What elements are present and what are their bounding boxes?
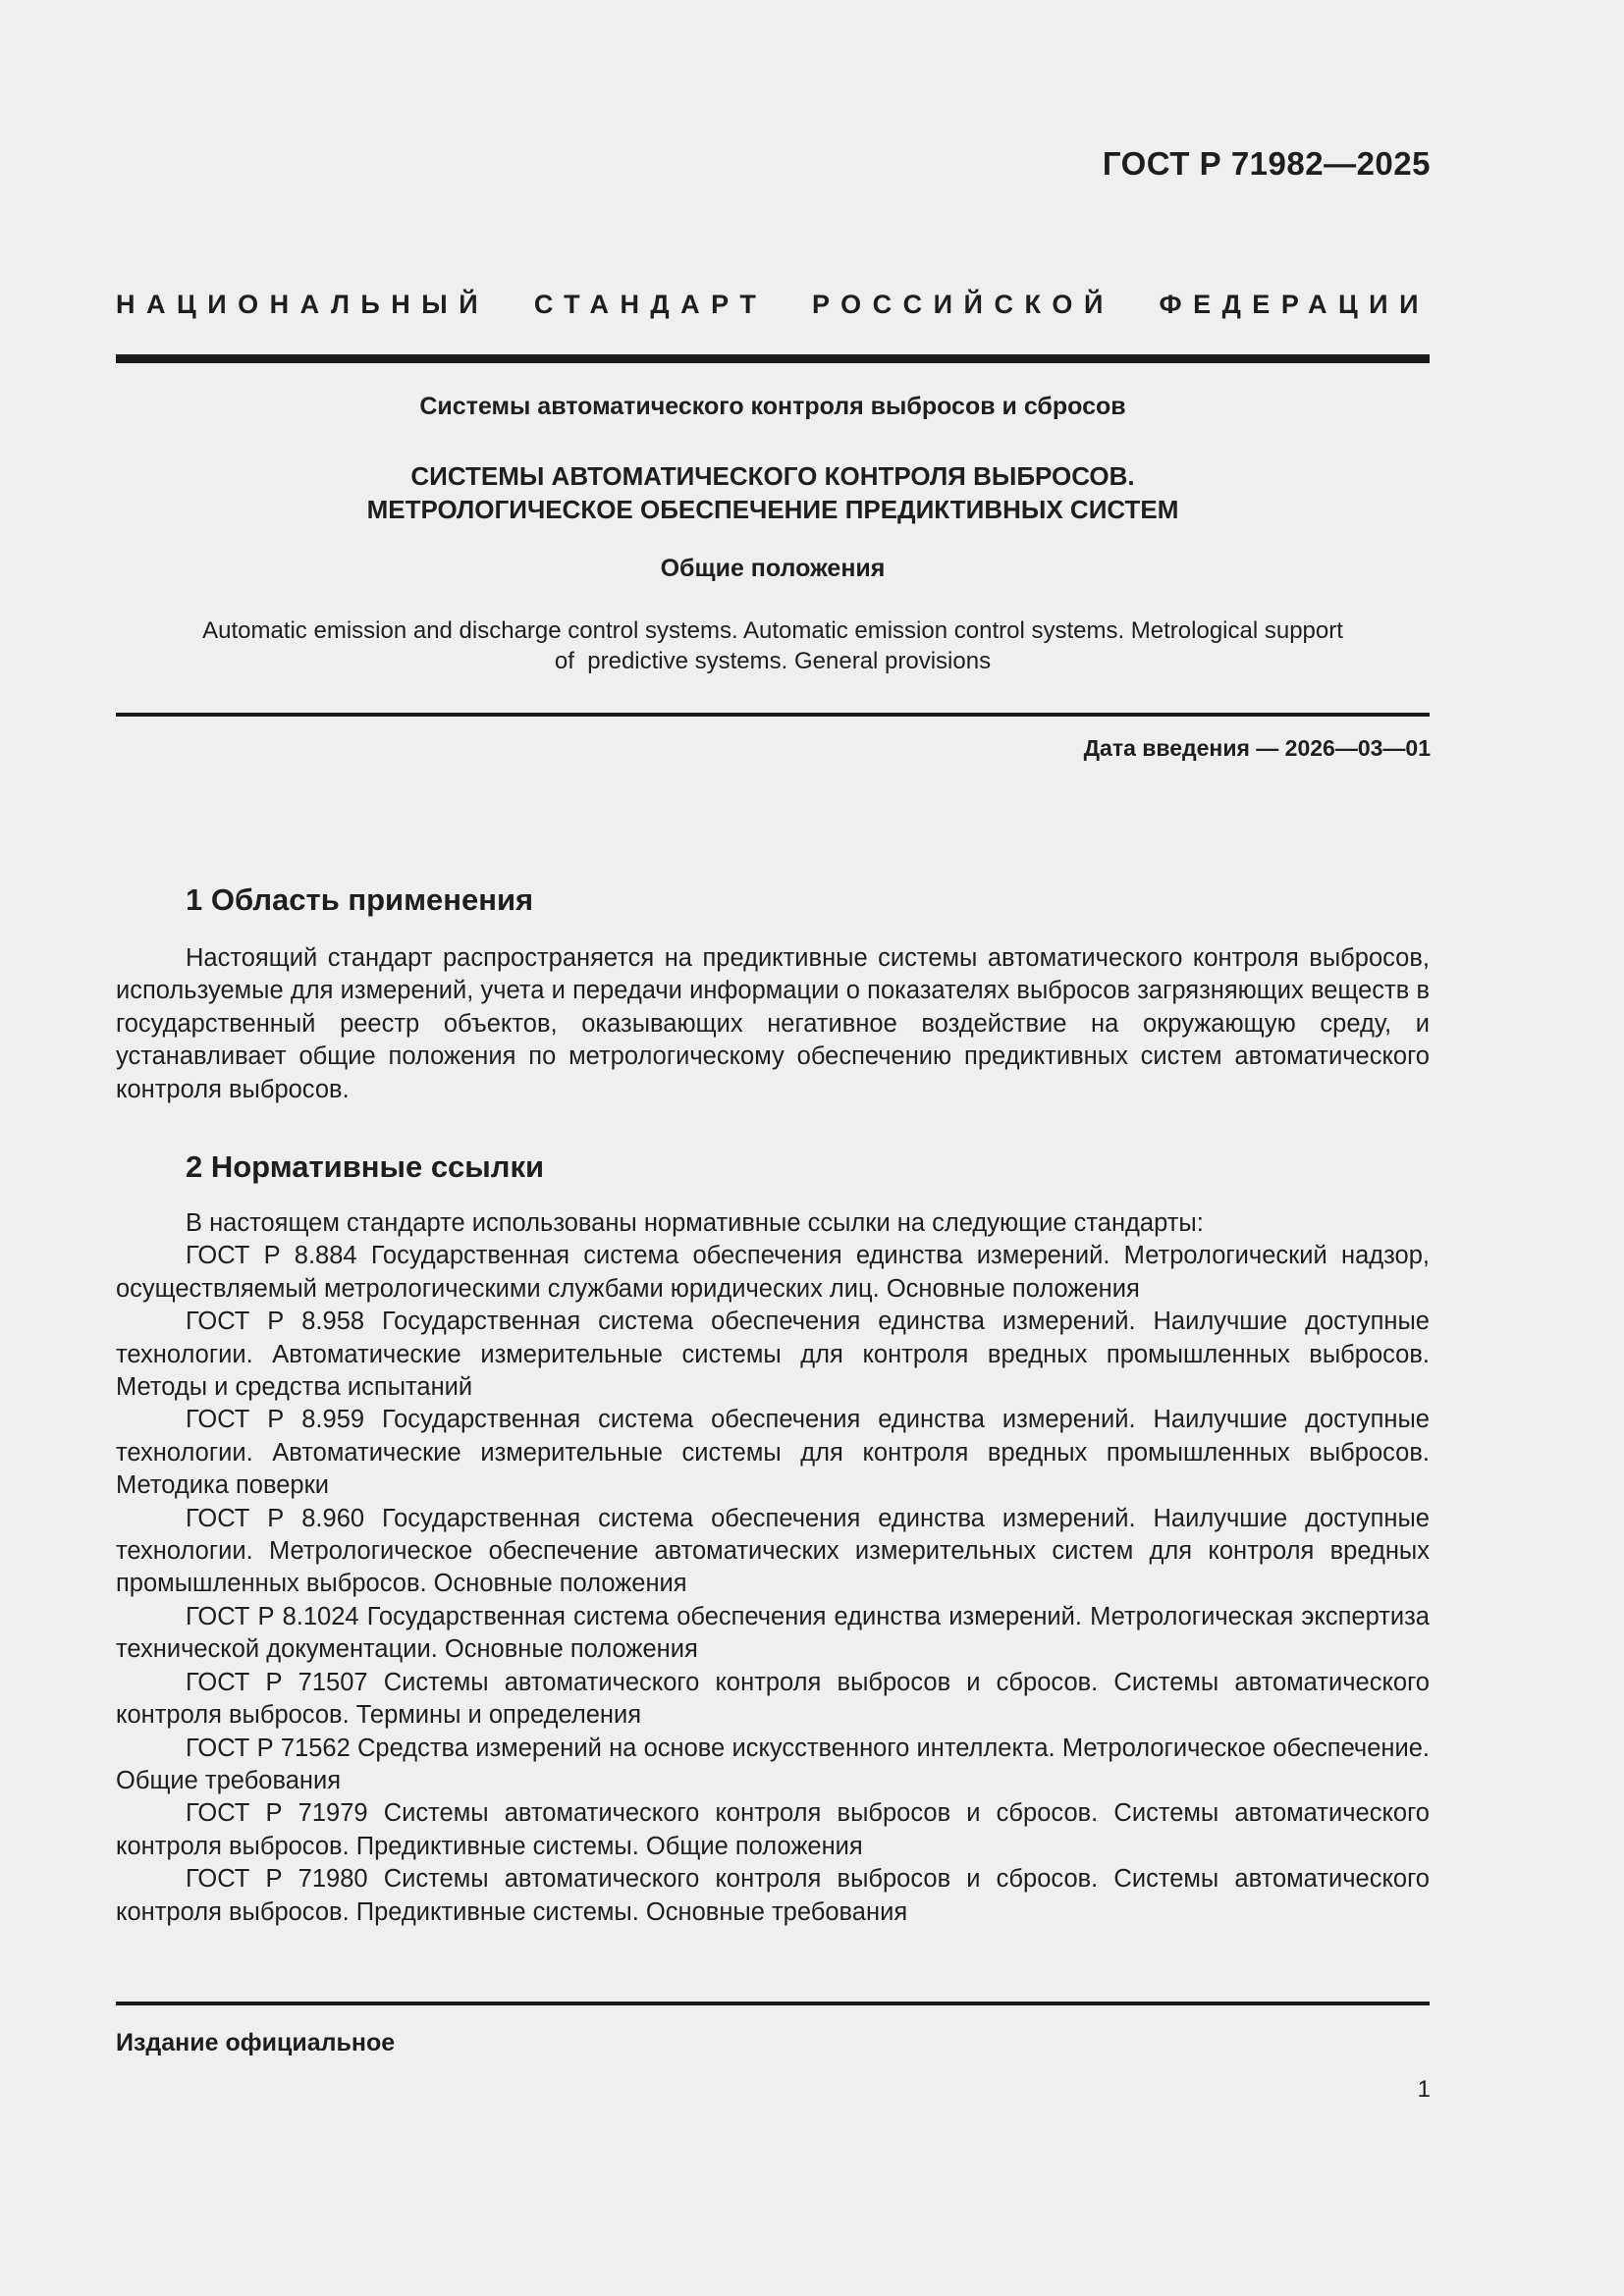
reference-item: ГОСТ Р 8.958 Государственная система обеспечения единства измерений. Наилучшие доступные технологии. Автоматические измерительные системы для контроля вредных промышленных выбросов. Методы и средства испытаний xyxy=(116,1308,1430,1402)
document-number: ГОСТ Р 71982—2025 xyxy=(1102,145,1431,182)
header-divider xyxy=(116,354,1430,363)
reference-item: ГОСТ Р 8.960 Государственная система обеспечения единства измерений. Наилучшие доступные технологии. Метрологическое обеспечение автоматических измерительных систем для контроля вредных промышленных выбросов. Основные положения xyxy=(116,1504,1430,1598)
main-title-line-1: СИСТЕМЫ АВТОМАТИЧЕСКОГО КОНТРОЛЯ ВЫБРОСОВ. xyxy=(410,461,1135,491)
section-1-heading: 1 Область применения xyxy=(186,882,534,917)
main-title xyxy=(116,459,1430,526)
title-divider xyxy=(116,713,1430,717)
reference-item: ГОСТ Р 71980 Системы автоматического контроля выбросов и сбросов. Системы автоматического контроля выбросов. Предиктивные системы. Основные требования xyxy=(116,1865,1430,1926)
english-title-line-1: Automatic emission and discharge control systems. Automatic emission control systems. Metrological support xyxy=(202,617,1343,644)
official-edition-label: Издание официальное xyxy=(116,2029,396,2056)
national-standard-title: НАЦИОНАЛЬНЫЙ СТАНДАРТ РОССИЙСКОЙ ФЕДЕРАЦИИ xyxy=(116,290,1430,319)
reference-item: ГОСТ Р 71507 Системы автоматического контроля выбросов и сбросов. Системы автоматического контроля выбросов. Термины и определения xyxy=(116,1668,1430,1730)
footer-divider xyxy=(116,2002,1430,2005)
section-1-paragraph: Настоящий стандарт распространяется на предиктивные системы автоматического контроля выбросов, используемые для измерений, учета и передачи информации о показателях выбросов загрязняющих веществ в государственный реестр объектов, оказывающих негативное воздействие на окружающую среду, и устанавливает общие положения по метрологическому обеспечению предиктивных систем автоматического контроля выбросов. xyxy=(116,944,1430,1103)
english-title xyxy=(116,615,1430,676)
introduction-date: Дата введения — 2026—03—01 xyxy=(1083,735,1431,761)
reference-item: ГОСТ Р 8.884 Государственная система обеспечения единства измерений. Метрологический надзор, осуществляемый метрологическими службами юридических лиц. Основные положения xyxy=(116,1242,1430,1303)
reference-item: ГОСТ Р 8.959 Государственная система обеспечения единства измерений. Наилучшие доступные технологии. Автоматические измерительные системы для контроля вредных промышленных выбросов. Методика поверки xyxy=(116,1406,1430,1500)
system-title: Системы автоматического контроля выбросов и сбросов xyxy=(419,393,1126,420)
section-2-intro: В настоящем стандарте использованы нормативные ссылки на следующие стандарты: xyxy=(186,1209,1204,1237)
english-title-line-2: of predictive systems. General provisions xyxy=(554,648,992,674)
reference-item: ГОСТ Р 71562 Средства измерений на основе искусственного интеллекта. Метрологическое обеспечение. Общие требования xyxy=(116,1734,1430,1794)
reference-item: ГОСТ Р 8.1024 Государственная система обеспечения единства измерений. Метрологическая экспертиза технической документации. Основные положения xyxy=(116,1602,1430,1664)
reference-item: ГОСТ Р 71979 Системы автоматического контроля выбросов и сбросов. Системы автоматического контроля выбросов. Предиктивные системы. Общие положения xyxy=(116,1799,1430,1860)
subtitle: Общие положения xyxy=(660,555,886,582)
section-1-body xyxy=(116,942,1430,1106)
section-2-heading: 2 Нормативные ссылки xyxy=(186,1149,545,1184)
main-title-line-2: МЕТРОЛОГИЧЕСКОЕ ОБЕСПЕЧЕНИЕ ПРЕДИКТИВНЫХ СИСТЕМ xyxy=(366,495,1179,524)
section-2-body xyxy=(116,1207,1430,1929)
page-number: 1 xyxy=(1417,2076,1431,2103)
